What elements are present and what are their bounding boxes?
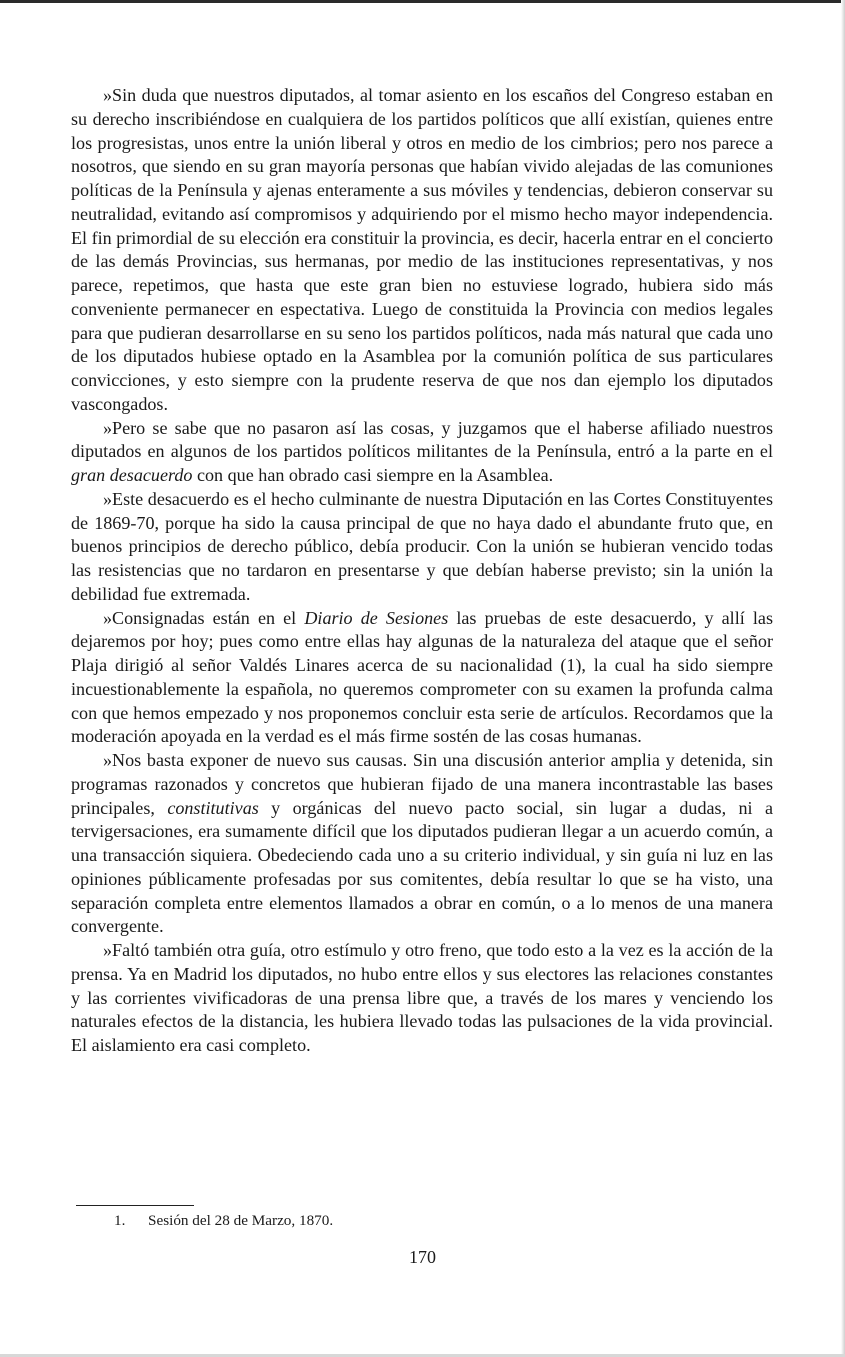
paragraph-text: »Pero se sabe que no pasaron así las cosas, y juzgamos que el haberse afiliado nuestros diputados en algunos de los partidos políticos militantes de la Península, entró a la parte en el (71, 417, 773, 462)
paragraph (71, 939, 773, 1058)
italic-text: Diario de Sesiones (304, 607, 449, 628)
paragraph (71, 84, 773, 417)
paragraph (71, 607, 773, 750)
paragraph (71, 749, 773, 939)
footnote (114, 1211, 333, 1231)
page-top-edge (0, 0, 845, 3)
paragraph-text: »Consignadas están en el (103, 607, 305, 628)
paragraph-text: »Faltó también otra guía, otro estímulo y otro freno, que todo esto a la vez es la acción de la prensa. Ya en Madrid los diputados, no hubo entre ellos y sus electores las relaciones constantes y las corrientes vivificadoras de una prensa libre que, a través de los mares y venciendo los naturales efectos de la distancia, les hubiera llevado todas las pulsaciones de la vida provincial. El aislamiento era casi completo. (71, 940, 773, 1055)
italic-text: constitutivas (167, 797, 259, 818)
page-number: 170 (409, 1247, 436, 1267)
footnote-number: 1. (114, 1212, 126, 1229)
paragraph-text: las pruebas de este desacuerdo, y allí las dejaremos por hoy; pues como entre ellas hay algunas de la naturaleza del ataque que el señor Plaja dirigió al señor Valdés Linares acerca de su nacionalidad (1), la cual ha sido siempre incuestionablemente la española, no queremos comprometer con su examen la profunda calma con que hemos empezado y nos proponemos concluir esta serie de artículos. Recordamos que la moderación apoyada en la verdad es el más firme sostén de las cosas humanas. (71, 607, 773, 747)
paragraph (71, 488, 773, 607)
italic-text: gran desacuerdo (71, 465, 193, 485)
paragraph-text: y orgánicas del nuevo pacto social, sin lugar a dudas, ni a tervigersaciones, era sumamente difícil que los diputados pudieran llegar a un acuerdo común, a una transacción siquiera. Obedeciendo cada uno a su criterio individual, y sin guía ni luz en las opiniones públicamente profesadas por sus comitentes, debía resultar lo que se ha visto, una separación completa entre elementos llamados a obrar en común, o a lo menos de una manera convergente. (71, 797, 773, 937)
paragraph-text: con que han obrado casi siempre en la Asamblea. (192, 465, 554, 485)
paragraph (71, 417, 773, 488)
page-right-edge (841, 0, 845, 1357)
paragraph-text: »Sin duda que nuestros diputados, al tomar asiento en los escaños del Congreso estaban en su derecho inscribiéndose en cualquiera de los partidos políticos que allí existían, quienes entre los progresistas, unos entre la unión liberal y otros en medio de los cimbrios; pero nos parece a nosotros, que siendo en su gran mayoría personas que habían vivido alejadas de las comuniones políticas de la Península y ajenas enteramente a sus móviles y tendencias, debieron conservar su neutralidad, evitando así compromisos y adquiriendo por el mismo hecho mayor independencia. El fin primordial de su elección era constituir la provincia, es decir, hacerla entrar en el concierto de las demás Provincias, sus hermanas, por medio de las instituciones representativas, y nos parece, repetimos, que hasta que este gran bien no estuviese logrado, hubiera sido más conveniente permanecer en espectativa. Luego de constituida la Provincia con medios legales para que pudieran desarrollarse en su seno los partidos políticos, nada más natural que cada uno de los diputados hubiese optado en la Asamblea por la comunión política de sus particulares convicciones, y esto siempre con la prudente reserva de que nos dan ejemplo los diputados vascongados. (71, 85, 773, 414)
body-text (71, 84, 773, 1058)
paragraph-text: »Nos basta exponer de nuevo sus causas. Sin una discusión anterior amplia y detenida, sin programas razonados y concretos que hubieran fijado de una manera incontrastable las bases principales, (71, 750, 773, 818)
footnote-text: Sesión del 28 de Marzo, 1870. (148, 1212, 334, 1229)
footnote-separator (76, 1205, 194, 1206)
paragraph-text: »Este desacuerdo es el hecho culminante de nuestra Diputación en las Cortes Constituyentes de 1869-70, porque ha sido la causa principal de que no haya dado el abundante fruto que, en buenos principios de derecho público, debía producir. Con la unión se hubieran vencido todas las resistencias que no tardaron en presentarse y que debían haberse previsto; sin la unión la debilidad fue extremada. (71, 488, 773, 604)
